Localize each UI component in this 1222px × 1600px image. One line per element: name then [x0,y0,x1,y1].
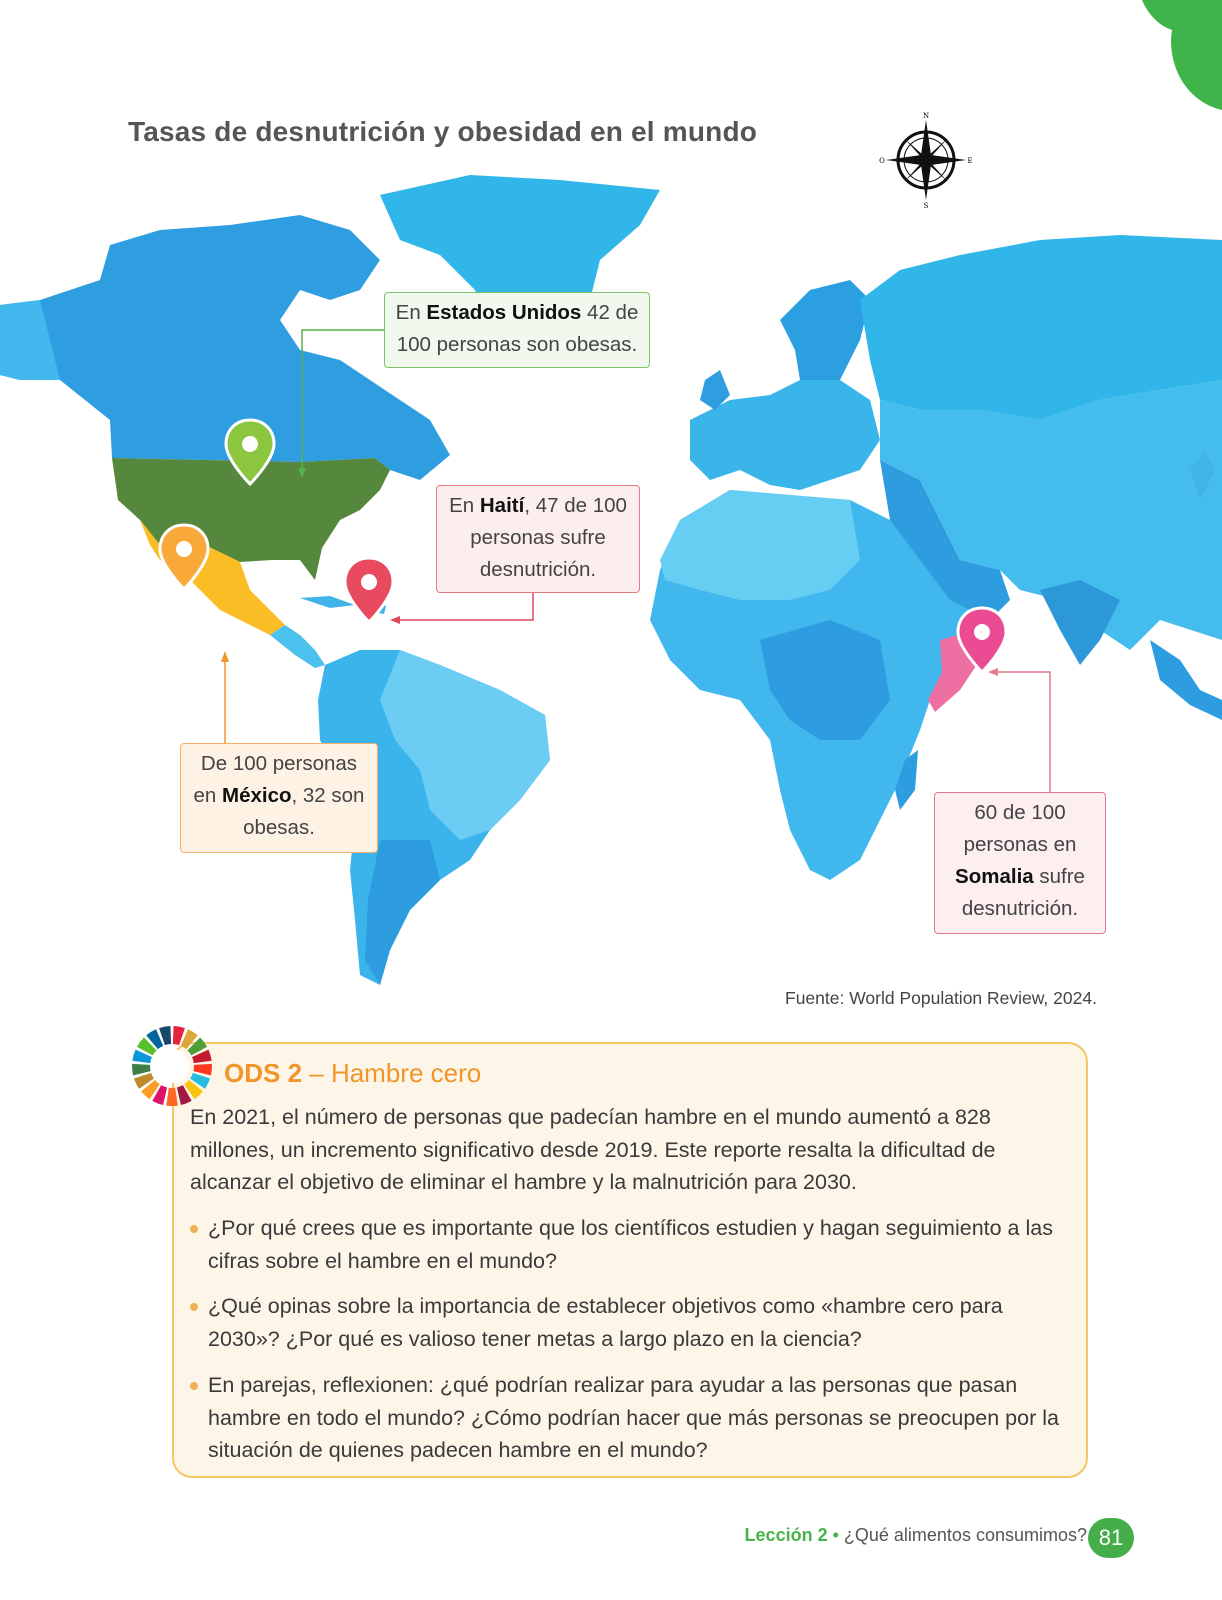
map-pin-haiti-icon [343,556,395,626]
sdg-wheel-segment [132,1064,151,1075]
sdg-wheel-segment [193,1064,212,1075]
map-pin-mexico-icon [158,523,210,593]
compass-e: E [967,157,973,165]
callout-haiti [436,485,640,593]
sdg-title [224,1058,481,1089]
callout-mexico-pre: De 100 personas en [193,752,358,807]
callout-haiti-country: Haití [479,494,525,517]
callout-mexico [180,743,378,853]
map-pin-usa-icon [224,418,276,488]
compass-o: O [879,157,885,165]
page-footer [745,1525,1087,1546]
callout-somalia-pre: 60 de 100 personas en [963,801,1077,856]
corner-leaf-decoration [1112,0,1222,110]
callout-usa-post: 42 de 100 personas son obesas. [396,301,639,356]
question-item [208,1290,1076,1355]
map-pin-somalia-icon [956,606,1008,676]
sdg-title-code: ODS 2 [224,1058,303,1088]
sdg-intro-text: En 2021, el número de personas que padecían hambre en el mundo aumentó a 828 millones, un incremento significativo desde 2019. Este reporte resalta la dificultad de alcanzar el objetivo de eliminar el hambre y la malnutrición para 2030. [190,1105,996,1194]
callout-haiti-post: , 47 de 100 personas sufre desnutrición. [470,494,627,581]
question-text: En parejas, reflexionen: ¿qué podrían realizar para ayudar a las personas que pasan hambre en todo el mundo? ¿Cómo podrían hacer que más personas se preocupen por la situación de quienes padecen hambre en el mundo? [208,1373,1059,1462]
callout-mexico-country: México [222,784,292,807]
sdg-wheel-icon [130,1024,214,1108]
southeast-asia [1150,640,1222,720]
footer-topic: ¿Qué alimentos consumimos? [843,1525,1087,1545]
map-title: Tasas de desnutrición y obesidad en el mundo [128,116,758,147]
callout-usa-country: Estados Unidos [426,301,582,324]
question-text: ¿Por qué crees que es importante que los científicos estudien y hagan seguimiento a las cifras sobre el hambre en el mundo? [208,1216,1053,1273]
sdg-wheel-segment [166,1088,178,1106]
callout-usa [384,292,650,368]
footer-lesson: Lección 2 [744,1525,828,1545]
callout-somalia-country: Somalia [955,865,1034,888]
central-america [270,625,325,668]
argentina [365,840,440,985]
sdg-title-name: – Hambre cero [302,1058,482,1088]
source-note: Fuente: World Population Review, 2024. [785,988,1097,1008]
question-item [208,1212,1076,1277]
bullet-icon [190,1303,198,1311]
north-africa [660,490,860,600]
bullet-icon [190,1225,198,1233]
callout-somalia-post: sufre desnutrición. [961,865,1085,920]
question-text: ¿Qué opinas sobre la importancia de establecer objetivos como «hambre cero para 2030»? ¿Por qué es valioso tener metas a largo plazo en la ciencia? [208,1294,1003,1351]
callout-haiti-pre: En [449,494,480,517]
page-number: 81 [1088,1518,1134,1558]
callout-somalia [934,792,1106,934]
compass-s: S [923,202,929,210]
callout-usa-pre: En [395,301,427,324]
callout-mexico-post: , 32 son obesas. [243,784,365,839]
footer-separator: • [827,1525,844,1545]
compass-n: N [922,112,930,120]
bullet-icon [190,1382,198,1390]
question-item [208,1369,1076,1467]
